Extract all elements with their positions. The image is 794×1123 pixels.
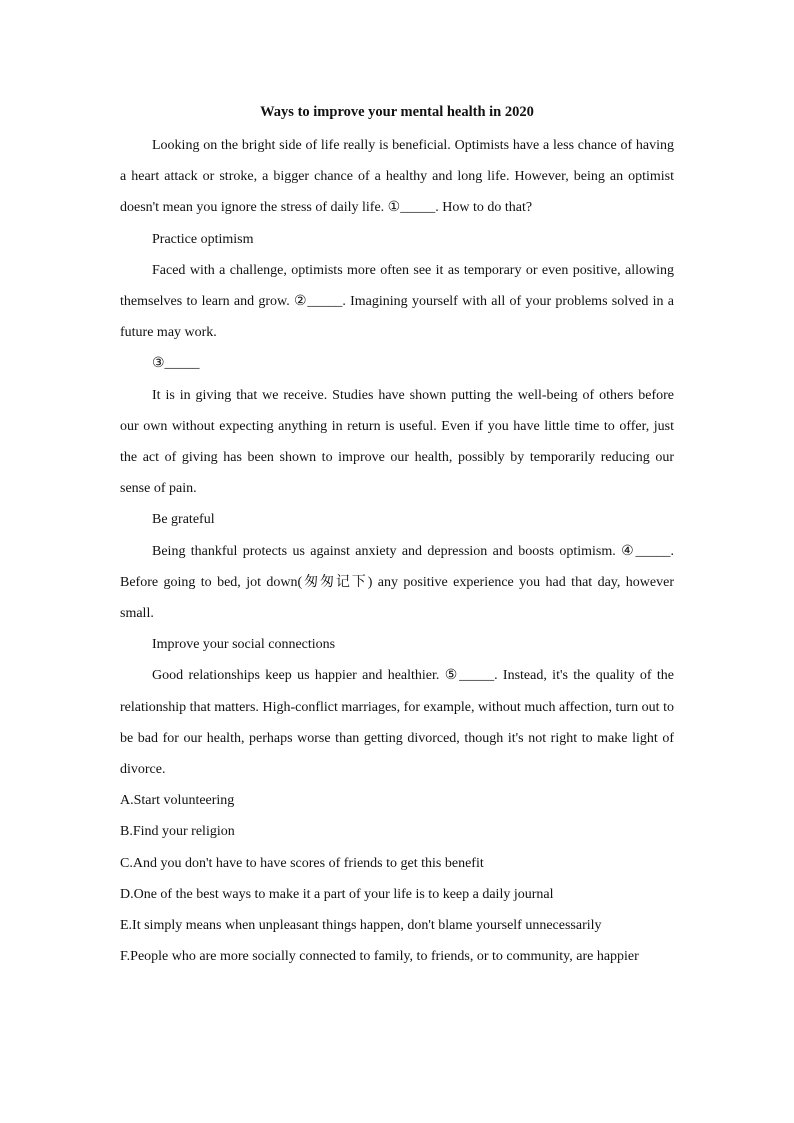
heading-blank-3: ③_____ [152, 356, 200, 372]
option-e: E.It simply means when unpleasant things happen, don't blame yourself unnecessarily [120, 918, 602, 934]
option-a: A.Start volunteering [120, 793, 235, 809]
option-c: C.And you don't have to have scores of friends to get this benefit [120, 855, 484, 871]
option-b: B.Find your religion [120, 824, 235, 840]
option-d: D.One of the best ways to make it a part of your life is to keep a daily journal [120, 886, 554, 902]
heading-be-grateful: Be grateful [152, 512, 215, 528]
heading-practice-optimism: Practice optimism [152, 231, 254, 247]
optimism-paragraph: Faced with a challenge, optimists more often see it as temporary or even positive, allowing themselves to learn and grow. ②_____. Imagining yourself with all of your problems solved in a future may work. [120, 262, 674, 341]
document-title: Ways to improve your mental health in 2020 [260, 104, 534, 120]
option-f: F.People who are more socially connected to family, to friends, or to community, are happier [120, 949, 639, 965]
giving-paragraph: It is in giving that we receive. Studies have shown putting the well-being of others before our own without expecting anything in return is useful. Even if you have little time to offer, just the act of giving has been shown to improve our health, possibly by temporarily reducing our sense of pain. [120, 387, 674, 497]
relationships-paragraph: Good relationships keep us happier and healthier. ⑤_____. Instead, it's the quality of the relationship that matters. High-conflict marriages, for example, without much affection, turn out to be bad for our health, perhaps worse than getting divorced, though it's not right to make light of divorce. [120, 668, 674, 778]
intro-paragraph: Looking on the bright side of life really is beneficial. Optimists have a less chance of having a heart attack or stroke, a bigger chance of a healthy and long life. However, being an optimist doesn't mean you ignore the stress of daily life. ①_____. How to do that? [120, 138, 674, 216]
document-page [120, 100, 674, 972]
heading-social-connections: Improve your social connections [152, 637, 336, 653]
grateful-paragraph: Being thankful protects us against anxiety and depression and boosts optimism. ④_____. Before going to bed, jot down(匆匆记下) any positive experience you had that day, however small. [120, 543, 674, 622]
